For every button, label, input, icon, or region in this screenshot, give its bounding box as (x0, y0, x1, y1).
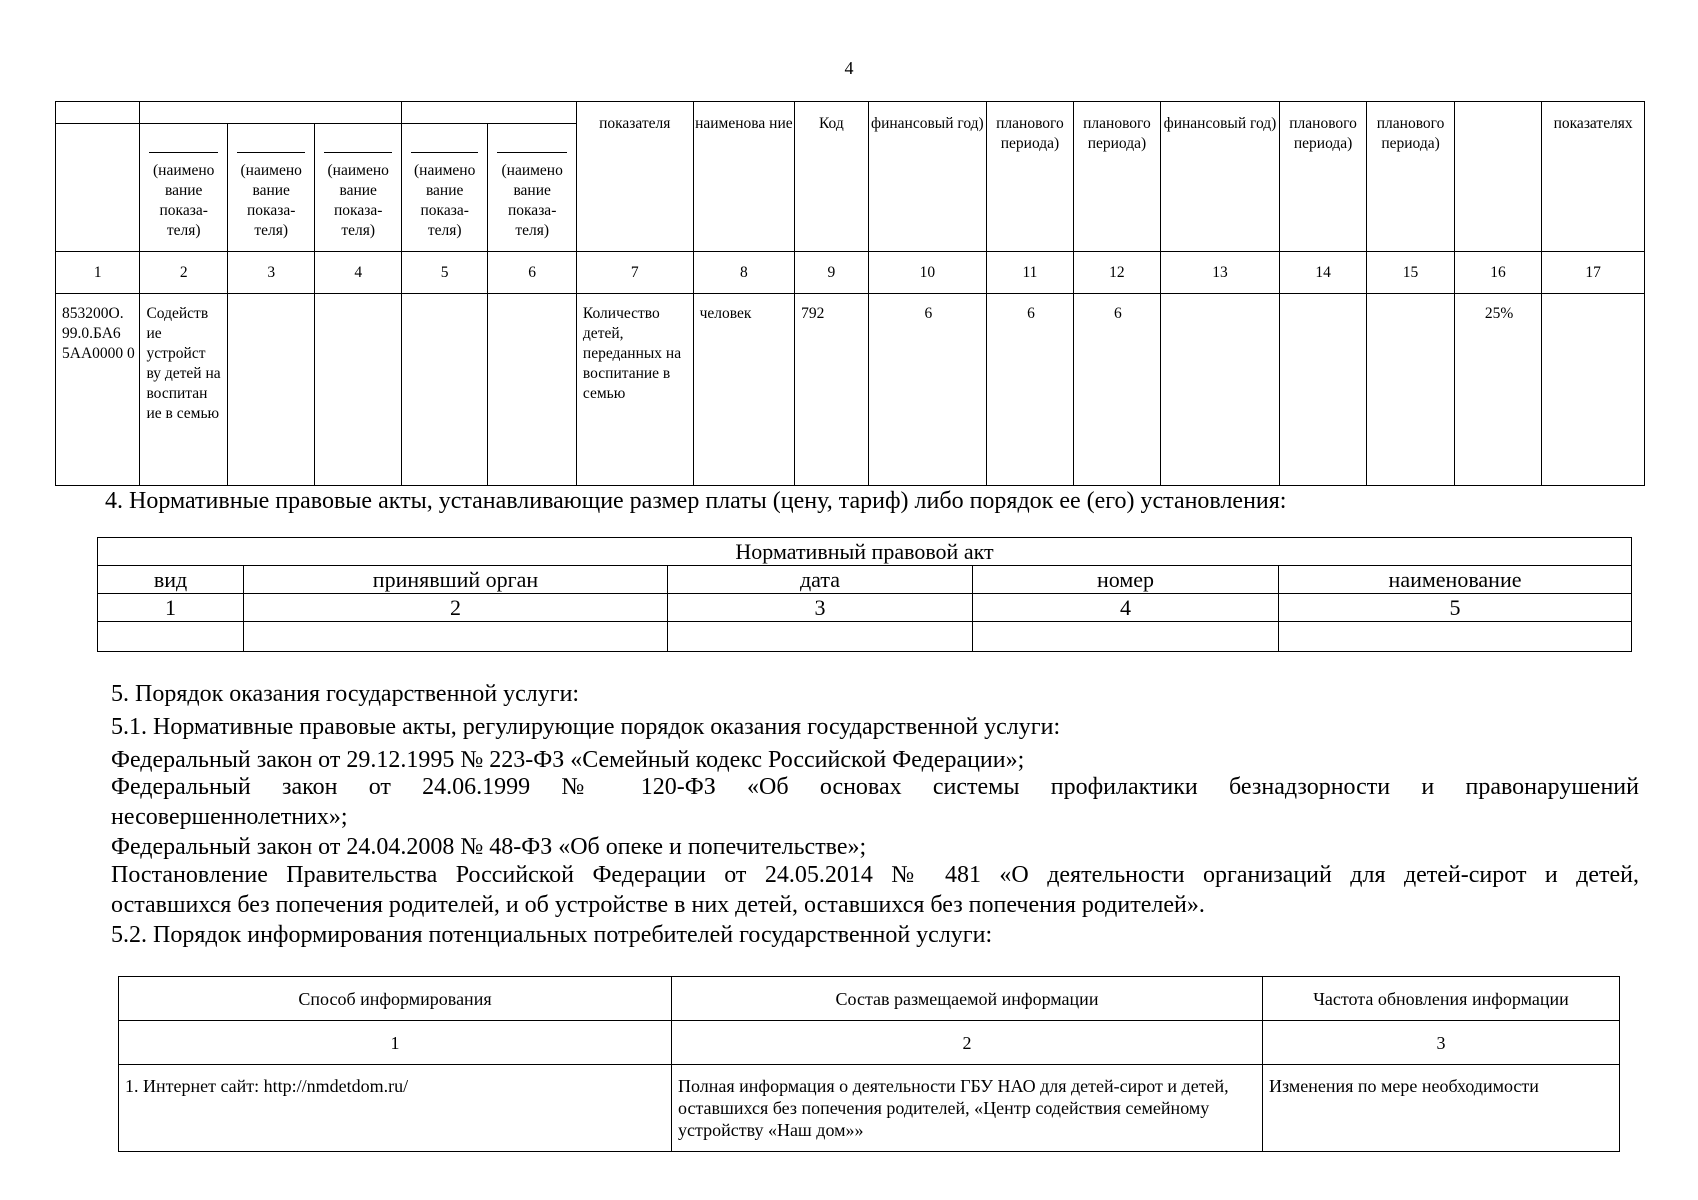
col-number: 14 (1279, 252, 1366, 294)
section-4-title: 4. Нормативные правовые акты, устанавливающие размер платы (цену, тариф) либо порядок ее (его) установления: (105, 488, 1287, 514)
table-cell (1161, 294, 1280, 486)
header-plan-period-3: планового периода) (1279, 102, 1366, 252)
sublabel-text: (наимено вание показа- теля) (327, 162, 389, 239)
header-cell (56, 124, 140, 252)
column-header: Способ информирования (119, 977, 672, 1021)
law-2-line-2: несовершеннолетних»; (111, 804, 348, 830)
header-plan-period-1: планового периода) (987, 102, 1073, 252)
col-number: 12 (1073, 252, 1160, 294)
page-number: 4 (844, 58, 854, 78)
col-number: 4 (315, 252, 402, 294)
indicator-name: Количество детей, переданных на воспитание в семью (576, 294, 693, 486)
header-plan-period-2: планового периода) (1073, 102, 1160, 252)
col-number: 1 (56, 252, 140, 294)
col-number: 4 (973, 594, 1279, 622)
table-cell (973, 622, 1279, 652)
section-5-2-title: 5.2. Порядок информирования потенциальных потребителей государственной услуги: (111, 922, 993, 948)
unit-name: человек (693, 294, 795, 486)
value-plan-2: 6 (1073, 294, 1160, 486)
table-cell (244, 622, 668, 652)
update-frequency: Изменения по мере необходимости (1263, 1065, 1620, 1152)
col-number: 16 (1454, 252, 1541, 294)
sublabel-text: (наимено вание показа- теля) (501, 162, 563, 239)
col-number: 15 (1367, 252, 1454, 294)
header-indicators: показателях (1542, 102, 1645, 252)
informing-method: 1. Интернет сайт: http://nmdetdom.ru/ (119, 1065, 672, 1152)
deviation-percent: 25% (1454, 294, 1541, 486)
col-number: 3 (227, 252, 314, 294)
col-number: 5 (401, 252, 487, 294)
header-plan-period-4: планового периода) (1367, 102, 1454, 252)
column-header: вид (98, 566, 244, 594)
sublabel-text: (наимено вание показа- теля) (413, 162, 476, 239)
column-header: принявший орган (244, 566, 668, 594)
registry-code: 853200О. 99.0.БА6 5АА0000 0 (56, 294, 140, 486)
okei-code: 792 (795, 294, 868, 486)
table-cell (1367, 294, 1454, 486)
sublabel-cell (140, 124, 227, 252)
section-5-title: 5. Порядок оказания государственной услуги: (111, 681, 580, 707)
table-cell (1279, 622, 1632, 652)
value-plan-1: 6 (987, 294, 1073, 486)
law-2-line-1: Федеральный закон от 24.06.1999 № 120-ФЗ «Об основах системы профилактики безнадзорности и правонарушений (111, 774, 1639, 800)
col-number: 2 (140, 252, 227, 294)
informing-table (118, 976, 1620, 1152)
header-fin-year: финансовый год) (868, 102, 987, 252)
table-cell (488, 294, 577, 486)
information-content: Полная информация о деятельности ГБУ НАО для детей-сирот и детей, оставшихся без попечения родителей, «Центр содействия семейному устройству «Наш дом»» (672, 1065, 1263, 1152)
table-cell (1279, 294, 1366, 486)
header-col16 (1454, 102, 1541, 252)
table-cell (1542, 294, 1645, 486)
header-unit-name: наименова ние (693, 102, 795, 252)
column-header: номер (973, 566, 1279, 594)
header-cell (56, 102, 140, 124)
column-header: дата (668, 566, 973, 594)
header-fin-year-2: финансовый год) (1161, 102, 1280, 252)
col-number: 2 (672, 1021, 1263, 1065)
header-indicator: показателя (576, 102, 693, 252)
header-group-cell (140, 102, 401, 124)
section-5-1-title: 5.1. Нормативные правовые акты, регулирующие порядок оказания государственной услуги: (111, 714, 1061, 740)
col-number: 1 (98, 594, 244, 622)
sublabel-cell (227, 124, 314, 252)
header-code: Код (795, 102, 868, 252)
col-number: 10 (868, 252, 987, 294)
table-cell (98, 622, 244, 652)
law-4-line-1: Постановление Правительства Российской Федерации от 24.05.2014 № 481 «О деятельности организаций для детей-сирот и детей, (111, 862, 1639, 888)
header-group-cell (401, 102, 576, 124)
indicators-table (55, 101, 1645, 486)
column-header: Состав размещаемой информации (672, 977, 1263, 1021)
value-fin-year: 6 (868, 294, 987, 486)
legal-act-title: Нормативный правовой акт (98, 538, 1632, 566)
table-cell (668, 622, 973, 652)
law-3: Федеральный закон от 24.04.2008 № 48-ФЗ «Об опеке и попечительстве»; (111, 834, 867, 860)
sublabel-cell (401, 124, 487, 252)
col-number: 13 (1161, 252, 1280, 294)
col-number: 3 (1263, 1021, 1620, 1065)
col-number: 1 (119, 1021, 672, 1065)
col-number: 17 (1542, 252, 1645, 294)
table-cell (401, 294, 487, 486)
column-header: наименование (1279, 566, 1632, 594)
col-number: 2 (244, 594, 668, 622)
law-1: Федеральный закон от 29.12.1995 № 223-ФЗ «Семейный кодекс Российской Федерации»; (111, 747, 1025, 773)
sublabel-text: (наимено вание показа- теля) (153, 162, 215, 239)
col-number: 3 (668, 594, 973, 622)
table-cell (227, 294, 314, 486)
service-content: Содейств ие устройст ву детей на воспитан ие в семью (140, 294, 227, 486)
table-cell (315, 294, 402, 486)
column-header: Частота обновления информации (1263, 977, 1620, 1021)
col-number: 9 (795, 252, 868, 294)
col-number: 5 (1279, 594, 1632, 622)
sublabel-cell (315, 124, 402, 252)
col-number: 8 (693, 252, 795, 294)
sublabel-text: (наимено вание показа- теля) (240, 162, 302, 239)
col-number: 7 (576, 252, 693, 294)
legal-acts-table (97, 537, 1632, 652)
col-number: 6 (488, 252, 577, 294)
sublabel-cell (488, 124, 577, 252)
col-number: 11 (987, 252, 1073, 294)
law-4-line-2: оставшихся без попечения родителей, и об устройстве в них детей, оставшихся без попечения родителей». (111, 892, 1205, 918)
